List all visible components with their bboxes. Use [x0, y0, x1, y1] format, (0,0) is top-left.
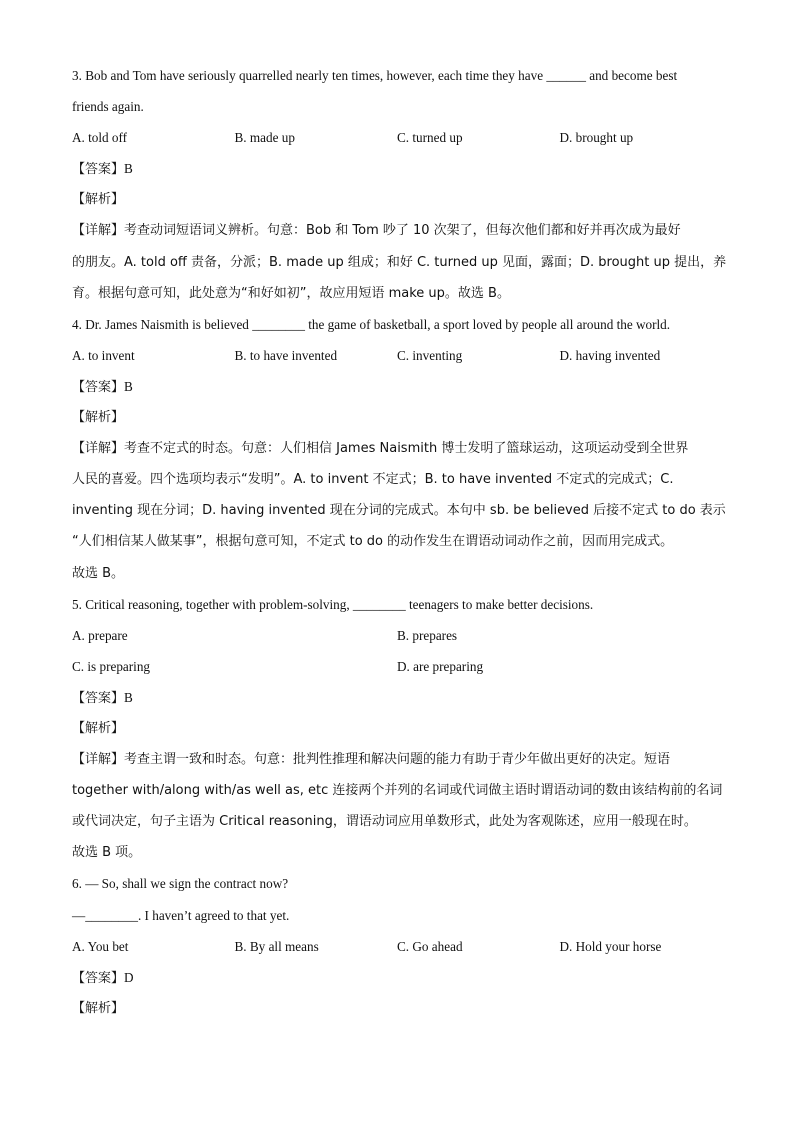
answer-value: B	[124, 161, 133, 177]
option-c: C. turned up	[397, 130, 463, 146]
option-b: B. to have invented	[234, 347, 338, 363]
answer-line	[72, 371, 724, 402]
answer-line	[72, 153, 724, 184]
answer-label: 【答案】	[72, 970, 125, 986]
answer-label: 【答案】	[72, 379, 125, 395]
option-d: D. Hold your horse	[559, 938, 662, 954]
option-c: C. is preparing	[72, 658, 151, 674]
answer-label: 【答案】	[72, 690, 125, 706]
question-4	[72, 309, 724, 589]
question-stem-line: 6. — So, shall we sign the contract now?	[72, 876, 289, 892]
answer-value: D	[124, 969, 134, 985]
option-d: D. brought up	[559, 130, 634, 146]
detail-line: 人民的喜爱。四个选项均表示“发明”。A. to invent 不定式；B. to have invented 不定式的完成式；C.	[72, 472, 674, 488]
question-stem-line: 4. Dr. James Naismith is believed ________ the game of basketball, a sport loved by people all around the world.	[72, 316, 671, 332]
detail-line: inventing 现在分词；D. having invented 现在分词的完成式。本句中 sb. be believed 后接不定式 to do 表示	[72, 503, 726, 519]
detail-line: “人们相信某人做某事”，根据句意可知，不定式 to do 的动作发生在谓语动词动作之前，因而用完成式。	[72, 534, 674, 550]
detail-line: 【详解】考查主谓一致和时态。句意：批判性推理和解决问题的能力有助于青少年做出更好的决定。短语	[72, 752, 671, 768]
detail-line: 【详解】考查动词短语词义辨析。句意：Bob 和 Tom 吵了 10 次架了，但每次他们都和好并再次成为最好	[72, 223, 681, 239]
detail-line: 故选 B。	[72, 565, 125, 581]
option-d: D. are preparing	[397, 658, 484, 674]
analysis-label: 【解析】	[72, 720, 125, 736]
question-6	[72, 868, 724, 1023]
question-stem-line: —________. I haven’t agreed to that yet.	[72, 907, 290, 923]
question-stem-line: friends again.	[72, 99, 144, 115]
question-5	[72, 589, 724, 869]
detail-line: 或代词决定，句子主语为 Critical reasoning，谓语动词应用单数形式，此处为客观陈述，应用一般现在时。	[72, 814, 697, 830]
option-b: B. By all means	[234, 938, 319, 954]
option-a: A. prepare	[72, 627, 128, 643]
option-a: A. to invent	[72, 347, 135, 363]
detail-line: 的朋友。A. told off 责备，分派；B. made up 组成；和好 C. turned up 见面，露面；D. brought up 提出，养	[72, 254, 727, 270]
option-row	[72, 651, 724, 682]
option-d: D. having invented	[559, 347, 661, 363]
option-b: B. made up	[234, 130, 295, 146]
option-b: B. prepares	[397, 627, 458, 643]
analysis-label: 【解析】	[72, 410, 125, 426]
answer-label: 【答案】	[72, 162, 125, 178]
option-row	[72, 931, 724, 962]
detail-line: 【详解】考查不定式的时态。句意：人们相信 James Naismith 博士发明了篮球运动，这项运动受到全世界	[72, 441, 689, 457]
question-3	[72, 60, 727, 309]
option-c: C. inventing	[397, 347, 463, 363]
detail-line: 育。根据句意可知，此处意为“和好如初”，故应用短语 make up。故选 B。	[72, 285, 510, 301]
answer-value: B	[124, 378, 133, 394]
analysis-label: 【解析】	[72, 1000, 125, 1016]
detail-line: together with/along with/as well as, etc 连接两个并列的名词或代词做主语时谓语动词的数由该结构前的名词	[72, 783, 723, 799]
question-stem-line: 5. Critical reasoning, together with problem-solving, ________ teenagers to make better decisions.	[72, 596, 594, 612]
option-c: C. Go ahead	[397, 938, 463, 954]
detail-line: 故选 B 项。	[72, 845, 142, 861]
option-a: A. told off	[72, 130, 128, 146]
answer-line	[72, 962, 724, 993]
answer-value: B	[124, 689, 133, 705]
answer-line	[72, 682, 724, 713]
option-row	[72, 620, 724, 651]
question-stem-line: 3. Bob and Tom have seriously quarrelled nearly ten times, however, each time they have ______ and become best	[72, 68, 678, 83]
analysis-label: 【解析】	[72, 192, 125, 208]
option-row	[72, 340, 724, 371]
option-row	[72, 122, 724, 153]
option-a: A. You bet	[72, 938, 129, 954]
document-page	[72, 60, 727, 1024]
